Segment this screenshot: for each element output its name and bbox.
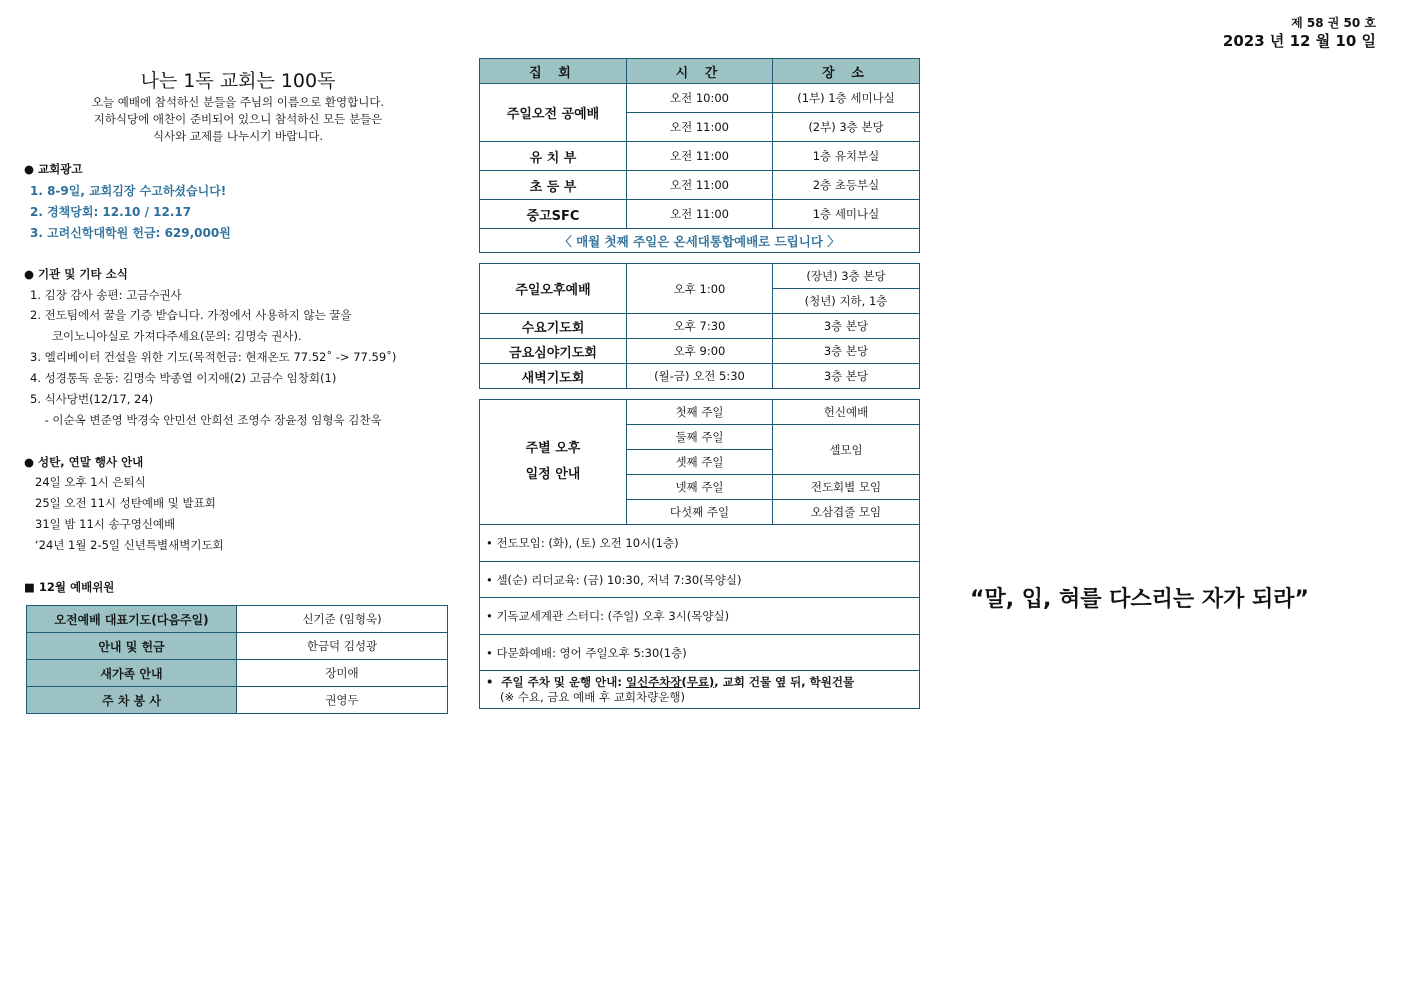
news-item: 1. 김장 감사 송편: 고금수권사 <box>30 288 182 302</box>
news-item: 4. 성경통독 운동: 김명숙 박종열 이지애(2) 고금수 임창회(1) <box>30 371 337 385</box>
service-time: 오전 11:00 <box>627 113 773 142</box>
service-label: 주일오전 공예배 <box>480 84 627 142</box>
welcome-message <box>26 94 450 145</box>
service-time: 오후 7:30 <box>627 314 773 339</box>
parking-note: (※ 수요, 금요 예배 후 교회차량운행) <box>500 689 685 704</box>
week-label: 둘째 주일 <box>627 425 773 450</box>
christmas-item: 25일 오전 11시 성탄예배 및 발표회 <box>35 496 216 510</box>
service-label: 새벽기도회 <box>480 364 627 389</box>
service-time: 오전 10:00 <box>627 84 773 113</box>
week-label: 첫째 주일 <box>627 400 773 425</box>
christmas-item: 24일 오후 1시 은퇴식 <box>35 475 146 489</box>
week-event: 셀모임 <box>773 425 920 475</box>
christmas-item: 31일 밤 11시 송구영신예배 <box>35 517 176 531</box>
week-label: 넷째 주일 <box>627 475 773 500</box>
ad-item: 2. 경책당회: 12.10 / 12.17 <box>30 205 192 219</box>
service-label: 주일오후예배 <box>480 264 627 314</box>
info-bullet: • 다문화예배: 영어 주일오후 5:30(1층) <box>480 635 920 671</box>
service-time: 오전 11:00 <box>627 142 773 171</box>
ad-item: 3. 고려신학대학원 헌금: 629,000원 <box>30 226 231 240</box>
committee-name: 장미애 <box>237 660 448 687</box>
welcome-line: 오늘 예배에 참석하신 분들을 주님의 이름으로 환영합니다. <box>91 95 385 109</box>
christmas-item: ‘24년 1월 2-5일 신년특별새벽기도회 <box>35 538 224 552</box>
morning-schedule-table <box>479 58 920 253</box>
service-label: 중고SFC <box>480 200 627 229</box>
afternoon-program-table <box>479 399 920 709</box>
news-item: 3. 엘리베이터 건설을 위한 기도(목적헌금: 현재온도 77.52˚ -> 77.59˚) <box>30 350 397 364</box>
service-time: 오전 11:00 <box>627 171 773 200</box>
weekly-motto: “말, 입, 혀를 다스리는 자가 되라” <box>970 587 1309 612</box>
week-label: 다섯째 주일 <box>627 500 773 525</box>
service-place: (청년) 지하, 1층 <box>773 289 920 314</box>
issue-number: 제 58 권 50 호 <box>1291 16 1376 30</box>
service-label: 초 등 부 <box>480 171 627 200</box>
parking-line <box>486 675 919 690</box>
page-title: 나는 1독 교회는 100독 <box>140 70 336 92</box>
committee-table <box>26 605 448 714</box>
news-item: 2. 전도팀에서 꿀을 기증 받습니다. 가정에서 사용하지 않는 꿀을 <box>30 308 352 322</box>
info-bullet: • 전도모임: (화), (토) 오전 10시(1층) <box>480 525 920 562</box>
section-heading-committee: ■ 12월 예배위원 <box>24 580 115 594</box>
section-heading-christmas: ● 성탄, 연말 행사 안내 <box>24 455 144 469</box>
section-heading-ads: ● 교회광고 <box>24 162 83 176</box>
weekly-afternoon-label <box>480 400 627 525</box>
weekly-schedule-table <box>479 263 920 389</box>
committee-name: 신기준 (임형욱) <box>237 606 448 633</box>
service-place: 1층 세미나실 <box>773 200 920 229</box>
week-event: 헌신예배 <box>773 400 920 425</box>
header-time: 시 간 <box>627 59 773 84</box>
parking-suffix: , 교회 건물 옆 뒤, 학원건물 <box>714 674 855 689</box>
bulletin-date: 2023 년 12 월 10 일 <box>1222 32 1376 50</box>
service-time: 오후 1:00 <box>627 264 773 314</box>
parking-lot-name: 일신주차장(무료) <box>625 674 715 689</box>
committee-role: 주 차 봉 사 <box>27 687 237 714</box>
committee-role: 새가족 안내 <box>27 660 237 687</box>
service-place: 2층 초등부실 <box>773 171 920 200</box>
service-time: 오전 11:00 <box>627 200 773 229</box>
welcome-line: 지하식당에 애찬이 준비되어 있으니 참석하신 모든 분들은 <box>93 112 383 126</box>
info-bullet: • 셀(순) 리더교육: (금) 10:30, 저녁 7:30(목양실) <box>480 562 920 598</box>
service-label: 금요심야기도회 <box>480 339 627 364</box>
service-place: (장년) 3층 본당 <box>773 264 920 289</box>
label-line: 주별 오후 <box>525 441 581 456</box>
parking-prefix: • 주일 주차 및 운행 안내: <box>486 674 626 689</box>
service-label: 수요기도회 <box>480 314 627 339</box>
info-bullet: • 기독교세계관 스터디: (주일) 오후 3시(목양실) <box>480 598 920 635</box>
header-meeting: 집 회 <box>480 59 627 84</box>
news-item: 코이노니아실로 가져다주세요(문의: 김명숙 권사). <box>30 329 302 343</box>
section-heading-news: ● 기관 및 기타 소식 <box>24 267 128 281</box>
news-item: - 이순옥 변준영 박경숙 안민선 안희선 조영수 장윤정 임형욱 김찬욱 <box>30 413 382 427</box>
service-place: (2부) 3층 본당 <box>773 113 920 142</box>
committee-name: 권영두 <box>237 687 448 714</box>
news-item: 5. 식사당번(12/17, 24) <box>30 392 154 406</box>
welcome-line: 식사와 교제를 나누시기 바랍니다. <box>152 129 324 143</box>
service-time: (월-금) 오전 5:30 <box>627 364 773 389</box>
integrated-worship-note: 〈 매월 첫째 주일은 온세대통합예배로 드립니다 〉 <box>480 229 920 253</box>
service-label: 유 치 부 <box>480 142 627 171</box>
service-place: (1부) 1층 세미나실 <box>773 84 920 113</box>
service-place: 1층 유치부실 <box>773 142 920 171</box>
parking-info <box>480 671 920 709</box>
ad-item: 1. 8-9일, 교회김장 수고하셨습니다! <box>30 184 227 198</box>
committee-name: 한금덕 김성광 <box>237 633 448 660</box>
header-place: 장 소 <box>773 59 920 84</box>
committee-role: 오전예배 대표기도(다음주일) <box>27 606 237 633</box>
week-label: 셋째 주일 <box>627 450 773 475</box>
label-line: 일정 안내 <box>525 467 581 482</box>
service-place: 3층 본당 <box>773 364 920 389</box>
week-event: 전도회별 모임 <box>773 475 920 500</box>
service-place: 3층 본당 <box>773 314 920 339</box>
committee-role: 안내 및 헌금 <box>27 633 237 660</box>
service-time: 오후 9:00 <box>627 339 773 364</box>
week-event: 오삼겹줄 모임 <box>773 500 920 525</box>
service-place: 3층 본당 <box>773 339 920 364</box>
